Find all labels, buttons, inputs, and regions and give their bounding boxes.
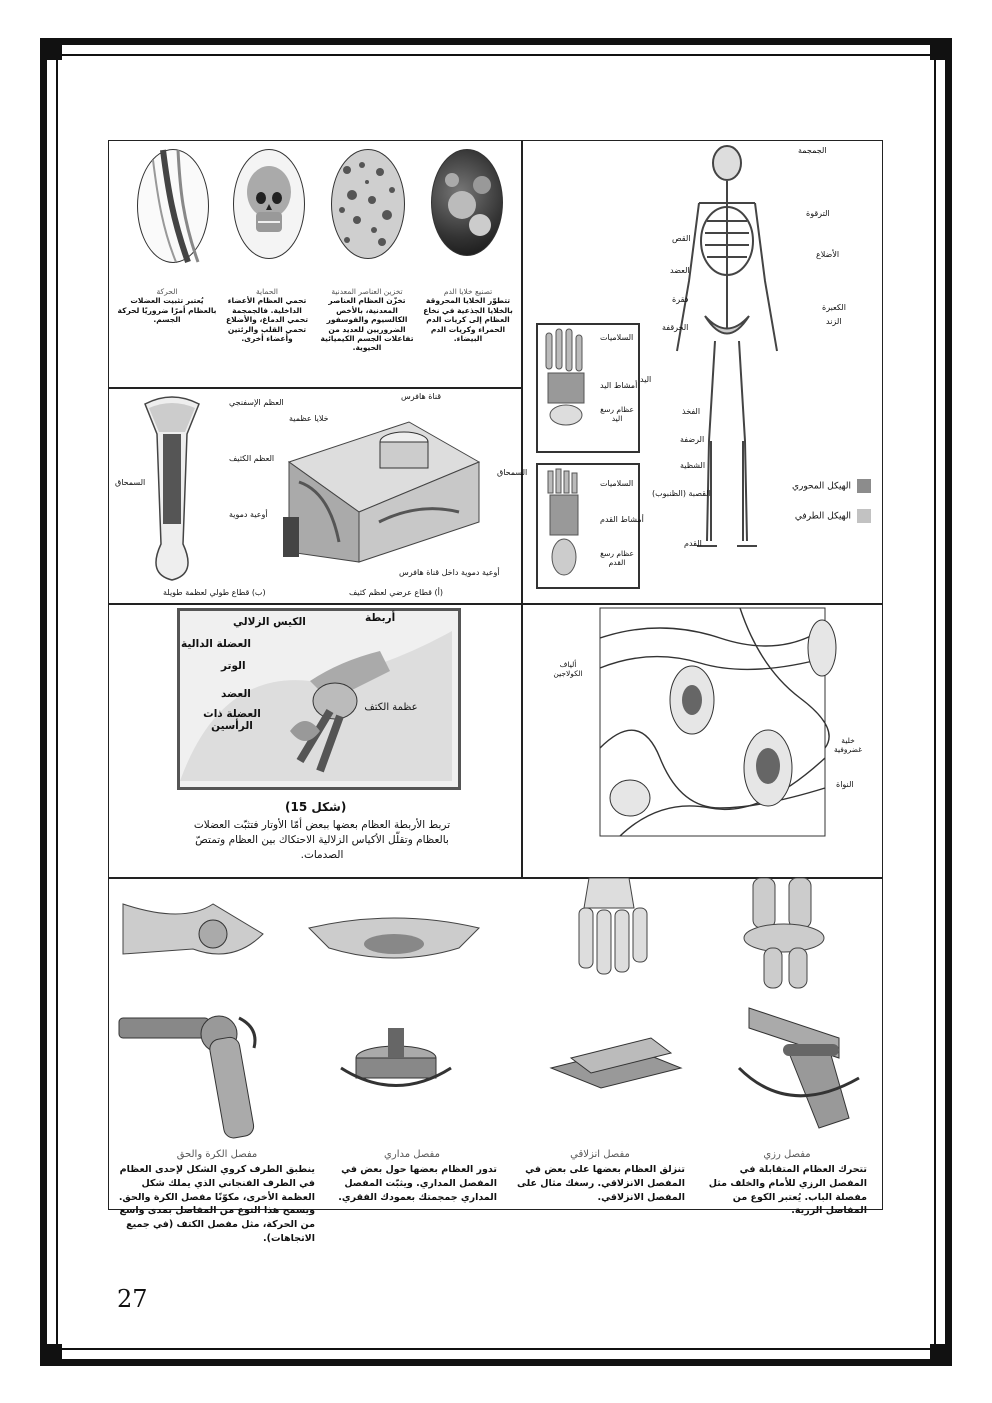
- compact-bone-image: [269, 402, 489, 567]
- bone-caption: (أ) قطاع عرضي لعظم كثيف: [349, 588, 443, 597]
- legend: الهيكل المحوري الهيكل الطرفي: [792, 479, 871, 523]
- shoulder-label: العضلة ذات الرأسين: [203, 708, 261, 732]
- skeleton-image: [667, 141, 787, 561]
- bone-label: أوعية دموية: [229, 510, 268, 519]
- joint-title: مفصل مداري: [384, 1149, 440, 1160]
- shoulder-label: عظمة الكتف: [364, 702, 418, 713]
- joint-text: تتحرك العظام المتقابلة في المفصل الرزي للأمام والخلف مثل مفصلة الباب. يُعتبر الكوع من المفاصل الرزية.: [708, 1164, 867, 1217]
- foot-label: السلاميات: [600, 479, 634, 488]
- long-bone-image: [137, 394, 207, 584]
- hand-label: أمشاط اليد: [600, 381, 638, 390]
- figure-number: (شكل 15): [285, 800, 347, 814]
- frame-corner: [930, 1344, 952, 1366]
- function-item: الحركة يُعتبر تثبيت العضلات بالعظام أمرًا ضروريًا لحركة الجسم.: [117, 287, 217, 325]
- cartilage-panel: [522, 604, 882, 877]
- shoulder-panel: [109, 604, 521, 877]
- function-item: تصنيع خلايا الدم تتطوّر الخلايا المحروقة بالخلايا الجذعية في نخاع العظام إلى كريات الدم الحمراء وكريات الدم البيضاء.: [423, 287, 513, 343]
- function-item: تخزين العناصر المعدنية تخزّن العظام العناصر المعدنية، بالأخص الكالسيوم والفوسفور الضروريين للعديد من تفاعلات الجسم الكيميائية الحيوية.: [320, 287, 414, 353]
- page-number: 27: [117, 1285, 148, 1313]
- shoulder-label: الكيس الزلالي: [233, 616, 306, 628]
- legend-swatch: [857, 509, 871, 523]
- skeleton-label: الأضلاع: [816, 250, 840, 259]
- joint-text: ينطبق الطرف كروي الشكل لإحدى العظام في الطرف الفنجاني الذي يملك شكل العظمة الأخرى، مكوّنًا مفصل الكرة والحق. ويسمح هذا النوع من المفاصل بمدى واسع من الحركة، مثل مفصل الكتف (في جميع الاتجاهات).: [118, 1164, 315, 1244]
- hand-label: عظام رسغ اليد: [600, 405, 634, 424]
- gliding-model: [541, 1028, 691, 1108]
- shoulder-label: العضلة الدالية: [181, 638, 251, 650]
- shoulder-label: أربطة: [365, 612, 396, 624]
- cartilage-label: خلية غضروفية: [833, 736, 863, 755]
- skeleton-panel: [522, 141, 882, 603]
- pivot-model: [331, 1018, 461, 1118]
- cartilage-label: النواة: [836, 780, 854, 789]
- legend-swatch: [857, 479, 871, 493]
- shoulder-joint-image: [123, 894, 263, 974]
- skeleton-label: الرضفة: [680, 435, 705, 444]
- hinge-model: [729, 998, 869, 1138]
- shoulder-label: العضد: [221, 688, 251, 700]
- hand-bracket-label: اليد: [640, 375, 652, 384]
- joints-panel: [109, 878, 882, 1244]
- spongy-bone-image: [331, 149, 405, 259]
- blood-cells-image: [431, 149, 503, 256]
- bone-label: العظم الكثيف: [229, 454, 275, 463]
- skeleton-label: الزند: [826, 317, 842, 326]
- bone-label: خلايا عظمية: [289, 414, 329, 423]
- elbow-image: [729, 878, 839, 988]
- bone-label: السمحاق: [115, 478, 146, 487]
- shoulder-image: [177, 608, 461, 790]
- shoulder-label: الوتر: [221, 660, 246, 672]
- bone-caption: (ب) قطاع طولي لعظمة طويلة: [163, 588, 266, 597]
- skeleton-label: الحرقفة: [662, 323, 689, 332]
- skeleton-label: الترقوة: [806, 209, 830, 218]
- skeleton-label: القص: [672, 234, 691, 243]
- hand-inset: [536, 323, 640, 453]
- figures-grid: [108, 140, 883, 1244]
- function-item: الحماية تحمي العظام الأعضاء الداخلية. فالجمجمة تحمي الدماغ، والأضلاع تحمي القلب والرئتين وأعضاء أخرى.: [225, 287, 309, 343]
- skeleton-label: العضد: [670, 266, 690, 275]
- wrist-image: [539, 878, 679, 978]
- bone-section-panel: [109, 388, 528, 603]
- skeleton-label: القدم: [684, 539, 702, 548]
- joint-title: مفصل الكرة والحق: [176, 1149, 258, 1160]
- bone-label: أوعية دموية داخل قناة هافرس: [399, 568, 500, 577]
- frame-corner: [40, 38, 62, 60]
- vertebra-image: [299, 908, 489, 968]
- skeleton-label: الشظية: [680, 461, 706, 470]
- frame-corner: [930, 38, 952, 60]
- joint-text: تدور العظام بعضها حول بعض في المفصل المداري. ويثبّت المفصل المداري جمجمتك بعمودك الفقري.: [338, 1164, 497, 1203]
- joint-title: مفصل انزلاقي: [570, 1149, 630, 1160]
- joint-title: مفصل رزي: [763, 1149, 811, 1160]
- cartilage-image: [600, 608, 825, 836]
- skeleton-label: الكعبرة: [822, 303, 846, 312]
- ball-socket-model: [119, 998, 279, 1138]
- skeleton-label: الجمجمة: [798, 146, 827, 155]
- bone-label: السمحاق: [497, 468, 528, 477]
- cartilage-label: ألياف الكولاجين: [553, 660, 583, 679]
- bone-label: العظم الإسفنجي: [229, 398, 284, 407]
- skeleton-label: القصبة (الظنبوب): [652, 489, 711, 498]
- skeleton-label: فقرة: [672, 295, 689, 304]
- hand-label: السلاميات: [600, 333, 634, 342]
- foot-inset: [536, 463, 644, 589]
- joint-text: تنزلق العظام بعضها على بعض في المفصل الانزلاقي. رسغك مثال على المفصل الانزلاقي.: [517, 1164, 685, 1203]
- skull-image: [233, 149, 305, 259]
- bone-label: قناة هافرس: [401, 392, 442, 401]
- bone-functions-panel: [109, 141, 521, 387]
- skeleton-label: الفخذ: [682, 407, 701, 416]
- muscle-bone-image: [137, 149, 209, 263]
- frame-corner: [40, 1344, 62, 1366]
- shoulder-caption: تربط الأربطة العظام بعضها ببعض أمّا الأوتار فتثبّت العضلات بالعظام وتقلّل الأكياس الزلالية الاحتكاك بين العظام وتمتصّ الصدمات.: [193, 819, 451, 862]
- foot-label: عظام رسغ القدم: [600, 549, 634, 568]
- foot-label: أمشاط القدم: [600, 515, 644, 524]
